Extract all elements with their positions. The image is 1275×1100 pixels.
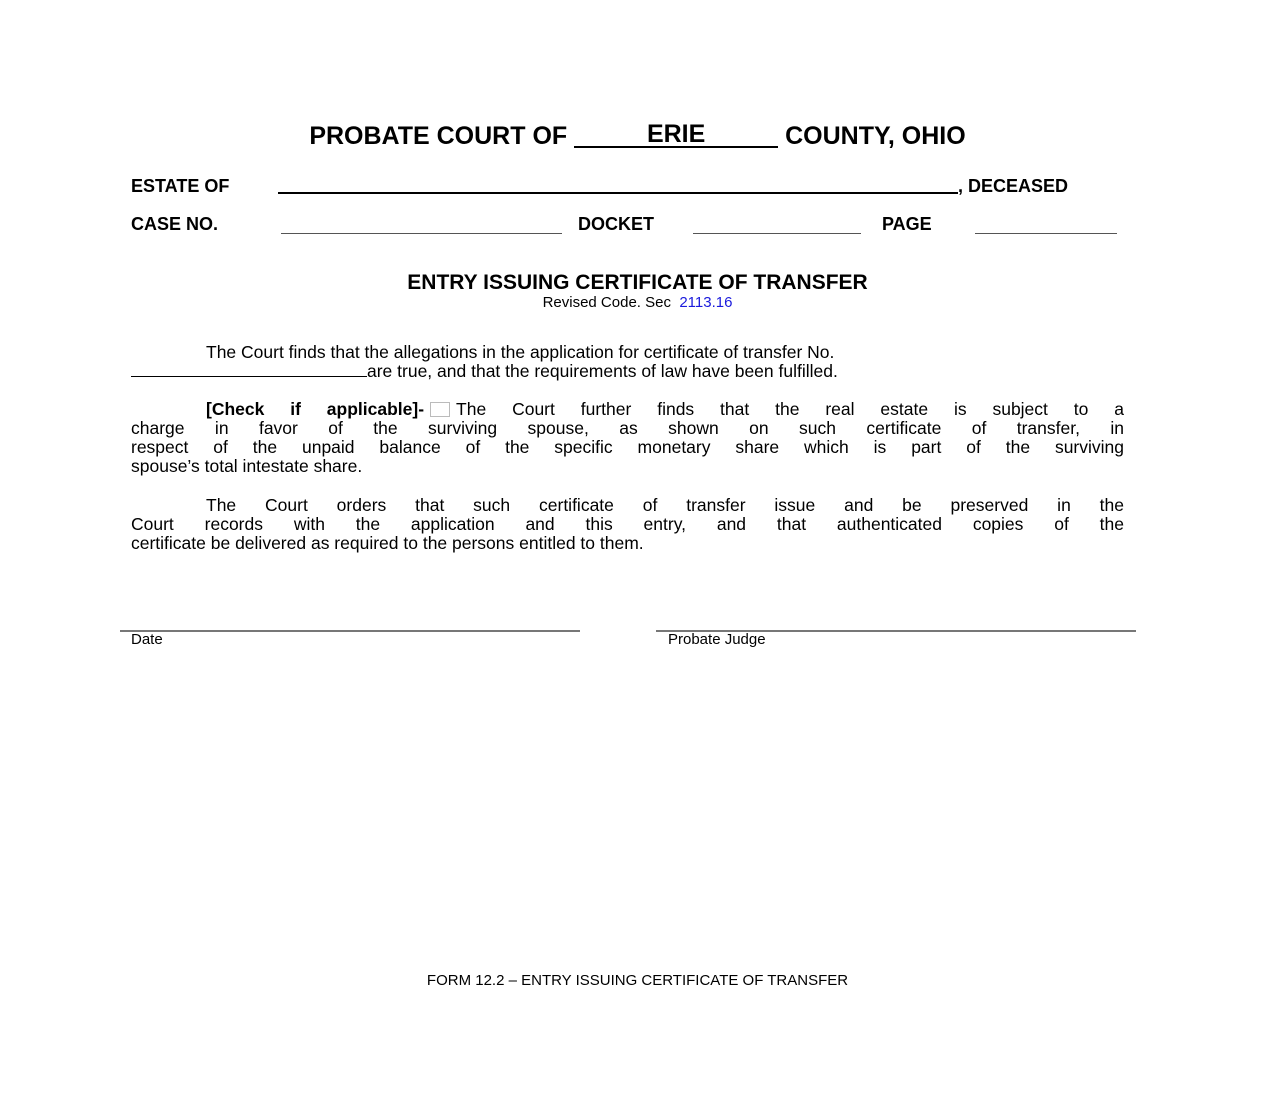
para-line: spouse’s total intestate share. [131,456,363,476]
case-no-field[interactable] [281,233,562,234]
docket-label: DOCKET [578,214,654,234]
para-line: The Court further finds that the real estate is subject to a [456,399,1124,419]
order-paragraph [131,496,1124,553]
deceased-label: , DECEASED [958,176,1069,196]
para-line: certificate be delivered as required to the persons entitled to them. [131,533,644,553]
para-line: The Court finds that the allegations in the application for certificate of transfer No. [206,342,835,362]
check-label: [Check if applicable]- [206,399,425,419]
para-line: The Court orders that such certificate of transfer issue and be preserved in the [206,495,1124,515]
county-field[interactable]: ERIE [574,122,778,148]
revised-code [0,294,1275,311]
court-title [0,122,1275,151]
docket-field[interactable] [693,233,861,234]
section-link[interactable]: 2113.16 [679,294,733,311]
finding-paragraph [131,343,1124,381]
para-line: respect of the unpaid balance of the specific monetary share which is part of the surviving [131,437,1124,457]
estate-label: ESTATE OF [131,176,230,196]
date-signature-line[interactable] [120,630,580,632]
para-line: Court records with the application and this entry, and that authenticated copies of the [131,514,1124,534]
spouse-charge-paragraph [131,400,1124,476]
title-prefix: PROBATE COURT OF [309,122,568,150]
document-heading: ENTRY ISSUING CERTIFICATE OF TRANSFER [407,271,868,294]
certificate-no-field[interactable] [131,362,367,377]
form-footer: FORM 12.2 – ENTRY ISSUING CERTIFICATE OF TRANSFER [426,972,849,989]
para-line: are true, and that the requirements of law have been fulfilled. [367,361,838,381]
page-field[interactable] [975,233,1117,234]
date-label: Date [131,631,163,648]
revised-code-label: Revised Code. Sec [542,294,671,311]
applicable-checkbox[interactable] [430,402,450,417]
para-line: charge in favor of the surviving spouse, as shown on such certificate of transfer, in [131,418,1124,438]
page-label: PAGE [882,214,932,234]
judge-label: Probate Judge [668,631,766,648]
title-suffix: COUNTY, OHIO [785,122,966,150]
case-no-label: CASE NO. [131,214,219,234]
estate-name-field[interactable] [278,192,958,194]
